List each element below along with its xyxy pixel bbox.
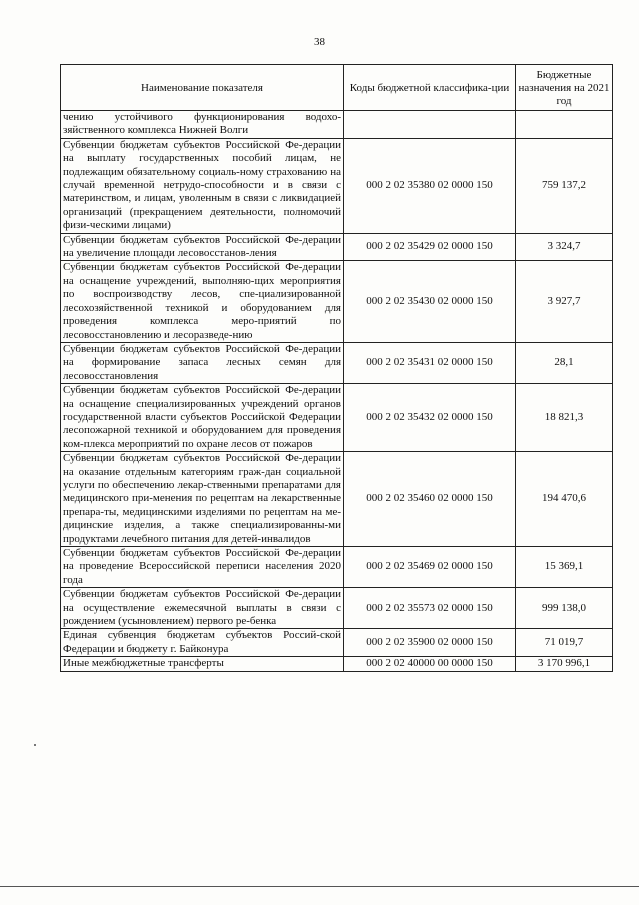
row-name: чению устойчивого функционирования водохо-зяйственного комплекса Нижней Волги bbox=[61, 111, 344, 139]
row-amount: 3 170 996,1 bbox=[516, 657, 613, 671]
row-code bbox=[344, 111, 516, 139]
row-amount: 3 324,7 bbox=[516, 233, 613, 261]
table-row bbox=[61, 138, 613, 233]
row-name: Единая субвенция бюджетам субъектов Россий-ской Федерации и бюджету г. Байконура bbox=[61, 629, 344, 657]
row-code: 000 2 02 35429 02 0000 150 bbox=[344, 233, 516, 261]
table-row bbox=[61, 629, 613, 657]
row-code: 000 2 02 35900 02 0000 150 bbox=[344, 629, 516, 657]
row-name: Субвенции бюджетам субъектов Российской Фе-дерации на увеличение площади лесовосстанов-ления bbox=[61, 233, 344, 261]
table-row bbox=[61, 452, 613, 547]
row-code: 000 2 02 35573 02 0000 150 bbox=[344, 588, 516, 629]
row-name: Субвенции бюджетам субъектов Российской Фе-дерации на оснащение специализированных учреждений органов государственной власти субъектов Российской Федерации лесопожарной техникой и оборудованием для проведения ком-плекса мероприятий по охране лесов от пожаров bbox=[61, 384, 344, 452]
row-name: Субвенции бюджетам субъектов Российской Фе-дерации на оснащение учреждений, выполняю-щих мероприятия по воспроизводству лесов, спе-циализированной лесохозяйственной техникой и оборудованием для проведения комплекса меро-приятий по лесовосстановлению и лесоразведе-нию bbox=[61, 261, 344, 342]
header-amount: Бюджетные назначения на 2021 год bbox=[516, 65, 613, 111]
row-name: Субвенции бюджетам субъектов Российской Фе-дерации на оказание отдельным категориям граж-дан социальной услуги по обеспечению лекар-ственными препаратами для медицинского при-менения по рецептам на лекарственные препара-ты, медицинскими изделиями по рецептам на ме-дицинские изделия, а также специализированны-ми продуктами лечебного питания для детей-инвалидов bbox=[61, 452, 344, 547]
table-row bbox=[61, 111, 613, 139]
table-row bbox=[61, 384, 613, 452]
table-row bbox=[61, 547, 613, 588]
row-name: Субвенции бюджетам субъектов Российской Фе-дерации на осуществление ежемесячной выплаты в связи с рождением (усыновлением) первого ре-бенка bbox=[61, 588, 344, 629]
table-row bbox=[61, 233, 613, 261]
row-amount: 3 927,7 bbox=[516, 261, 613, 342]
row-name: Субвенции бюджетам субъектов Российской Фе-дерации на проведение Всероссийской переписи населения 2020 года bbox=[61, 547, 344, 588]
table-row bbox=[61, 261, 613, 342]
row-amount: 194 470,6 bbox=[516, 452, 613, 547]
table-row bbox=[61, 657, 613, 671]
scan-speck bbox=[34, 744, 36, 746]
row-code: 000 2 02 40000 00 0000 150 bbox=[344, 657, 516, 671]
row-name: Субвенции бюджетам субъектов Российской Фе-дерации на формирование запаса лесных семян для лесовосстановления bbox=[61, 342, 344, 383]
row-amount: 71 019,7 bbox=[516, 629, 613, 657]
page-number: 38 bbox=[314, 36, 325, 48]
row-amount: 999 138,0 bbox=[516, 588, 613, 629]
table-header-row bbox=[61, 65, 613, 111]
table-row bbox=[61, 342, 613, 383]
bottom-rule bbox=[0, 886, 639, 887]
row-name: Субвенции бюджетам субъектов Российской Фе-дерации на выплату государственных пособий лицам, не подлежащим обязательному социаль-ному страхованию на случай временной нетрудо-способности и в связи с материнством, и лицам, уволенным в связи с ликвидацией организаций (прекращением деятельности, полномочий физи-ческими лицами) bbox=[61, 138, 344, 233]
row-amount: 18 821,3 bbox=[516, 384, 613, 452]
row-code: 000 2 02 35432 02 0000 150 bbox=[344, 384, 516, 452]
row-amount: 28,1 bbox=[516, 342, 613, 383]
row-name: Иные межбюджетные трансферты bbox=[61, 657, 344, 671]
row-amount: 759 137,2 bbox=[516, 138, 613, 233]
table-row bbox=[61, 588, 613, 629]
row-code: 000 2 02 35460 02 0000 150 bbox=[344, 452, 516, 547]
budget-table bbox=[60, 64, 613, 672]
row-code: 000 2 02 35380 02 0000 150 bbox=[344, 138, 516, 233]
row-amount bbox=[516, 111, 613, 139]
header-code: Коды бюджетной классифика-ции bbox=[344, 65, 516, 111]
row-code: 000 2 02 35430 02 0000 150 bbox=[344, 261, 516, 342]
row-amount: 15 369,1 bbox=[516, 547, 613, 588]
row-code: 000 2 02 35431 02 0000 150 bbox=[344, 342, 516, 383]
row-code: 000 2 02 35469 02 0000 150 bbox=[344, 547, 516, 588]
header-name: Наименование показателя bbox=[61, 65, 344, 111]
